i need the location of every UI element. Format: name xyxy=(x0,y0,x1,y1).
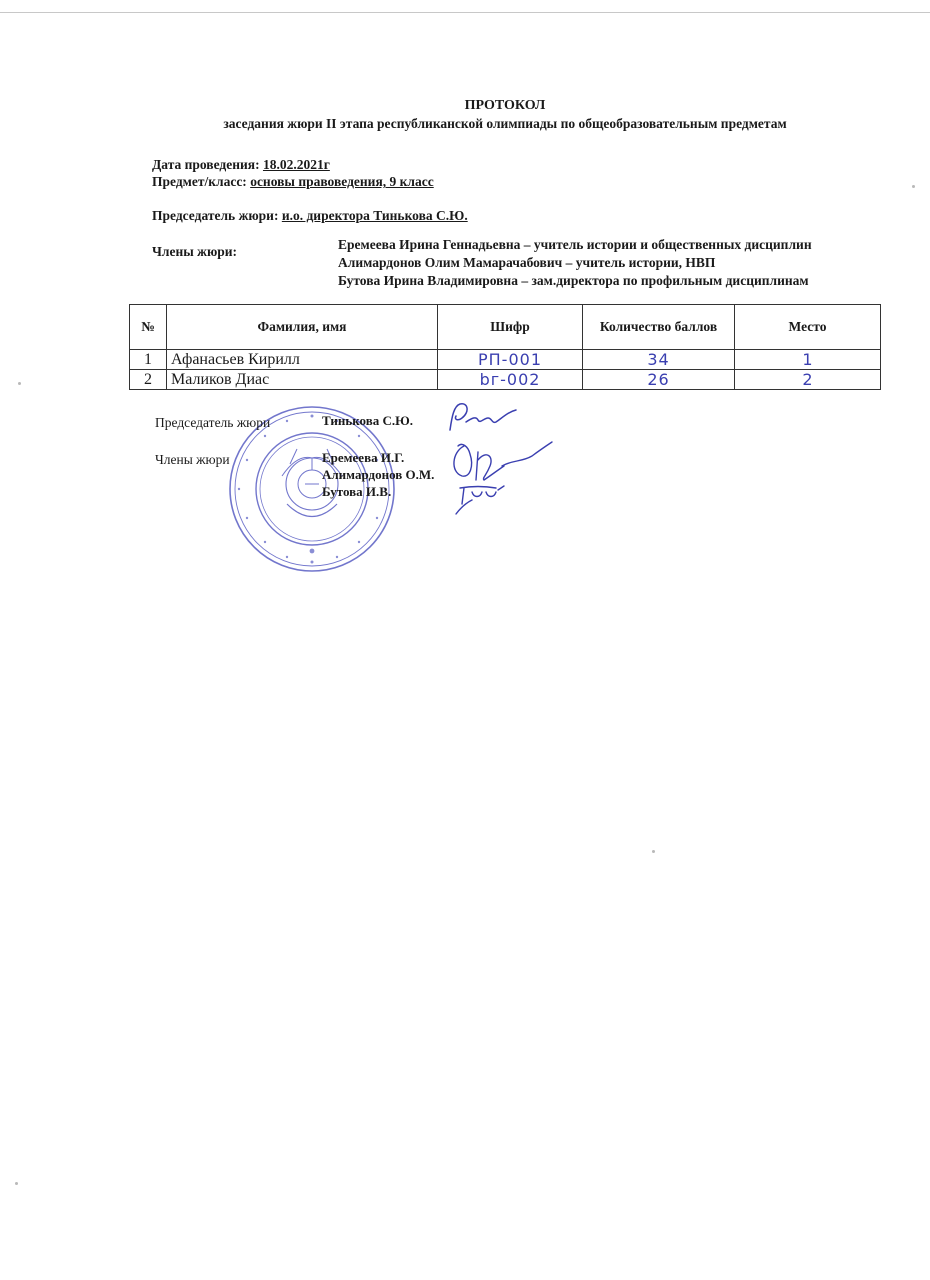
members-signature-icon xyxy=(442,436,557,518)
sig-member-name: Бутова И.В. xyxy=(322,484,392,499)
row-name: Афанасьев Кирилл xyxy=(167,350,438,370)
row-name: Маликов Диас xyxy=(167,370,438,390)
member-line: Еремеева Ирина Геннадьевна – учитель истории и общественных дисциплин xyxy=(338,237,812,252)
row-num: 1 xyxy=(130,350,167,370)
chair-line xyxy=(152,208,468,224)
member-line: Бутова Ирина Владимировна – зам.директора по профильным дисциплинам xyxy=(338,273,809,288)
table-header-row xyxy=(130,305,881,350)
scan-speck xyxy=(15,1182,18,1185)
chair-value: и.о. директора Тинькова С.Ю. xyxy=(281,208,468,223)
document-title: ПРОТОКОЛ xyxy=(464,98,546,113)
sig-member-name: Алимардонов О.М. xyxy=(322,467,435,482)
header-code: Шифр xyxy=(438,305,583,350)
sig-member-name: Еремеева И.Г. xyxy=(322,450,405,465)
chair-signature-icon xyxy=(442,398,522,438)
subject-line xyxy=(152,174,434,190)
subject-label: Предмет/класс: xyxy=(152,174,247,189)
row-place: 2 xyxy=(735,370,881,390)
header-place: Место xyxy=(735,305,881,350)
member-line: Алимардонов Олим Мамарачабович – учитель истории, НВП xyxy=(338,255,716,270)
row-code: bг-002 xyxy=(438,370,583,390)
document-subtitle: заседания жюри II этапа республиканской олимпиады по общеобразовательным предметам xyxy=(223,116,787,131)
row-score: 34 xyxy=(583,350,735,370)
date-line xyxy=(152,157,330,173)
date-label: Дата проведения: xyxy=(152,157,260,172)
table-row xyxy=(130,350,881,370)
header-num: № xyxy=(130,305,167,350)
scan-speck xyxy=(652,850,655,853)
scan-speck xyxy=(18,382,21,385)
scan-edge-line xyxy=(0,12,930,13)
results-table xyxy=(129,304,881,390)
sig-chair-label: Председатель жюри xyxy=(155,415,271,430)
row-score: 26 xyxy=(583,370,735,390)
subject-value: основы правоведения, 9 класс xyxy=(250,174,434,189)
row-num: 2 xyxy=(130,370,167,390)
date-value: 18.02.2021г xyxy=(262,157,330,172)
sig-members-label: Члены жюри xyxy=(155,452,230,467)
row-code: PП-001 xyxy=(438,350,583,370)
header-name: Фамилия, имя xyxy=(167,305,438,350)
members-label: Члены жюри: xyxy=(152,244,238,259)
row-place: 1 xyxy=(735,350,881,370)
sig-chair-name: Тинькова С.Ю. xyxy=(322,413,413,428)
chair-label: Председатель жюри: xyxy=(152,208,279,223)
table-row xyxy=(130,370,881,390)
header-score: Количество баллов xyxy=(583,305,735,350)
scan-speck xyxy=(912,185,915,188)
